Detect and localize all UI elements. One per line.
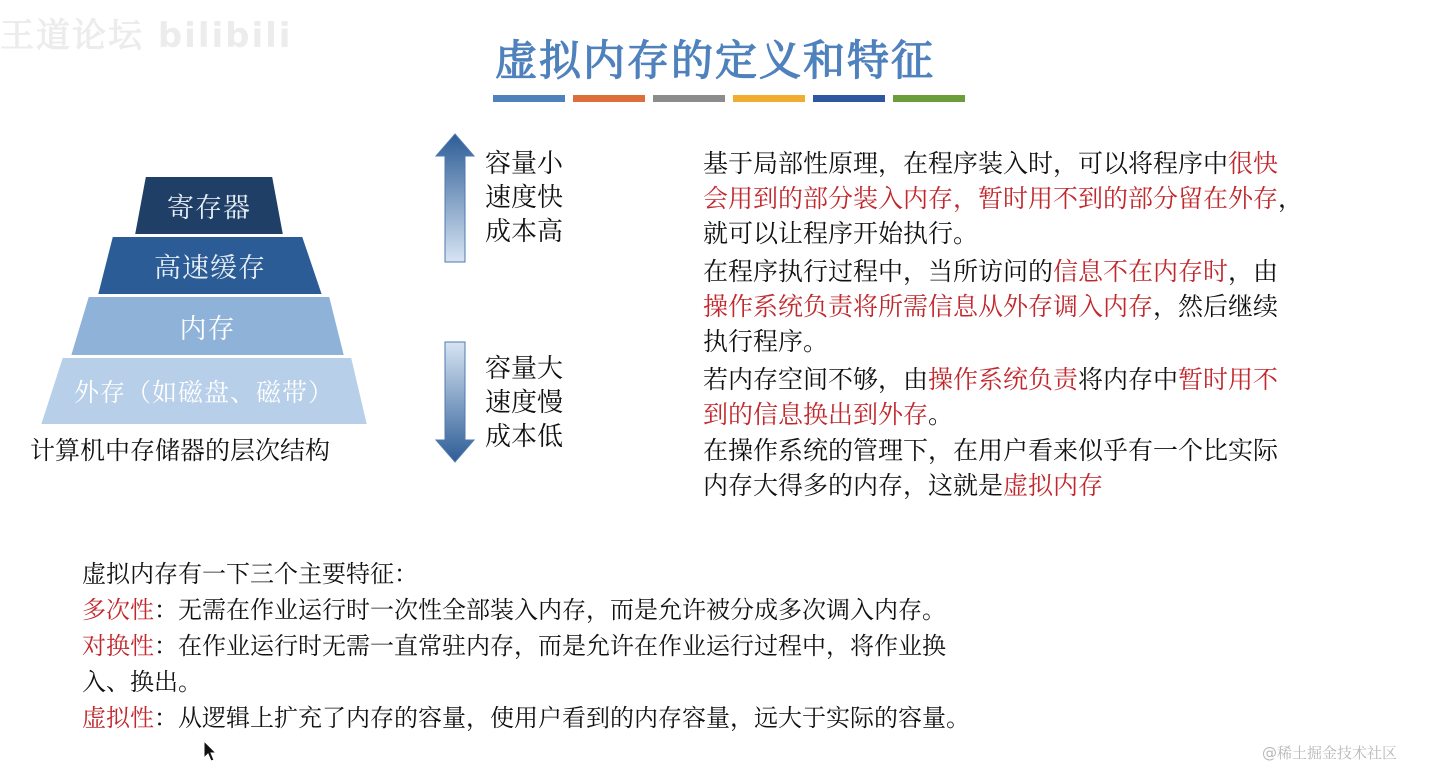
- label-capacity-large: 容量大: [485, 354, 564, 384]
- arrow-up-labels: [485, 147, 563, 249]
- feature-swappability-cont: 入、换出。: [82, 668, 202, 696]
- watermark-site: @稀土掘金技术社区: [1262, 744, 1398, 762]
- definition-paragraph-3: 若内存空间不够，由操作系统负责将内存中暂时用不 到的信息换出到外存。: [703, 365, 1279, 429]
- feature-multiplicity: 多次性：无需在作业运行时一次性全部装入内存，而是允许被分成多次调入内存。: [82, 596, 946, 624]
- pyramid-label-memory: 内存: [179, 313, 236, 345]
- arrow-up-icon: [436, 134, 474, 262]
- label-cost-low: 成本低: [485, 422, 564, 452]
- pyramid-label-cache: 高速缓存: [154, 253, 266, 284]
- watermark-logo: 王道论坛 bilibili: [0, 16, 293, 56]
- slide-title: 虚拟内存的定义和特征: [494, 36, 935, 85]
- features-list: [82, 556, 1232, 736]
- feature-swappability: 对换性：在作业运行时无需一直常驻内存，而是允许在作业运行过程中，将作业换: [82, 632, 946, 660]
- definition-paragraph-2: 在程序执行过程中，当所访问的信息不在内存时，由 操作系统负责将所需信息从外存调入内存，然后继续 执行程序。: [703, 257, 1279, 356]
- definition-paragraph-1: 基于局部性原理，在程序装入时，可以将程序中很快 会用到的部分装入内存，暂时用不到的部分留在外存， 就可以让程序开始执行。: [703, 149, 1304, 248]
- label-speed-slow: 速度慢: [485, 388, 564, 418]
- label-speed-fast: 速度快: [485, 183, 564, 213]
- pyramid-caption: 计算机中存储器的层次结构: [30, 436, 331, 465]
- features-intro: 虚拟内存有一下三个主要特征：: [82, 560, 418, 588]
- arrow-down-icon: [436, 342, 474, 462]
- feature-virtuality: 虚拟性：从逻辑上扩充了内存的容量，使用户看到的内存容量，远大于实际的容量。: [82, 704, 970, 732]
- pyramid-label-storage: 外存（如磁盘、磁带）: [73, 378, 334, 407]
- definition-paragraph-4: 在操作系统的管理下，在用户看来似乎有一个比实际 内存大得多的内存，这就是虚拟内存: [703, 436, 1279, 500]
- pyramid-label-registers: 寄存器: [167, 193, 251, 224]
- label-cost-high: 成本高: [485, 217, 564, 247]
- arrow-down-labels: [485, 352, 563, 454]
- mouse-cursor-icon: [203, 740, 217, 762]
- label-capacity-small: 容量小: [485, 149, 564, 179]
